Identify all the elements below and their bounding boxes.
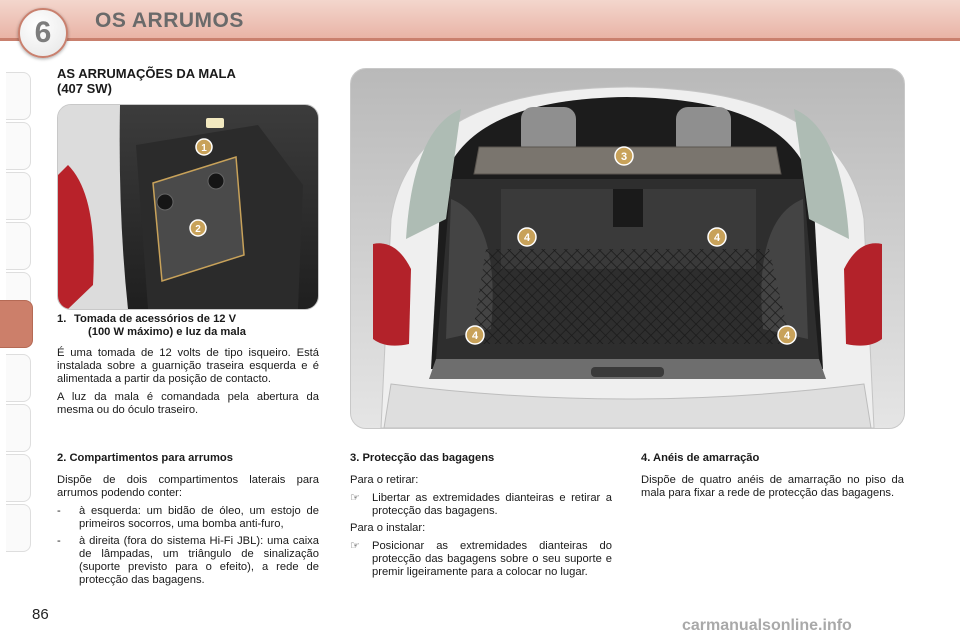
- item-2-bullet-text: à direita (fora do sistema Hi-Fi JBL): uma caixa de lâmpadas, um triângulo de sinalização (suporte previsto para o efeito), a rede de protecção das bagagens.: [79, 535, 319, 586]
- trunk-rear-view-illustration: [350, 68, 905, 429]
- item-3-luggage-cover: [350, 452, 612, 583]
- ring-marker-4-lower-right: 4: [783, 330, 791, 342]
- chapter-tab-1[interactable]: [6, 72, 31, 120]
- item-3-remove-step: [350, 492, 612, 518]
- chapter-tab-3[interactable]: [6, 172, 31, 220]
- item-3-remove-label: Para o retirar:: [350, 474, 419, 486]
- item-1-title-line1: Tomada de acessórios de 12 V: [74, 313, 237, 325]
- chapter-tab-7[interactable]: [6, 354, 31, 402]
- item-2-bullet: [57, 505, 319, 531]
- item-1-number: 1.: [57, 313, 67, 325]
- ring-marker-4-upper-right: 4: [713, 232, 721, 244]
- chapter-header: [0, 0, 960, 52]
- item-4-lashing-rings: [641, 452, 904, 505]
- pointing-hand-icon: ☞: [350, 540, 361, 552]
- item-2-intro: Dispõe de dois compartimentos laterais para arrumos podendo conter:: [57, 474, 319, 499]
- item-1-title-line2: (100 W máximo) e luz da mala: [88, 326, 246, 338]
- chapter-tab-4[interactable]: [6, 222, 31, 270]
- item-3-title: 3. Protecção das bagagens: [350, 452, 495, 464]
- bullet-dash: -: [57, 535, 61, 547]
- trunk-side-compartment-drawing: [58, 105, 318, 309]
- header-rule: [0, 38, 960, 41]
- item-2-title: 2. Compartimentos para arrumos: [57, 452, 233, 464]
- ring-marker-4-lower-left: 4: [471, 330, 479, 342]
- item-1-paragraph-1: É uma tomada de 12 volts de tipo isqueiro. Está instalada sobre a guarnição traseira esquerda e é alimentada a partir da posição de contacto.: [57, 347, 319, 385]
- photo1-marker-2: 2: [195, 224, 201, 235]
- item-4-title: 4. Anéis de amarração: [641, 452, 760, 464]
- ring-marker-4-upper-left: 4: [523, 232, 531, 244]
- chapter-tab-8[interactable]: [6, 404, 31, 452]
- trunk-side-compartment-illustration: [57, 104, 319, 310]
- photo1-marker-1: 1: [201, 143, 207, 154]
- item-3-install-step-text: Posicionar as extremidades dianteiras do protecção das bagagens sobre o seu suporte e premir ligeiramente para a colocar no lugar.: [372, 540, 612, 578]
- item-4-paragraph: Dispõe de quatro anéis de amarração no piso da mala para fixar a rede de protecção das bagagens.: [641, 474, 904, 499]
- watermark-text: carmanualsonline.info: [682, 617, 852, 634]
- chapter-tabs: [0, 72, 32, 572]
- chapter-number-badge: 6: [18, 8, 68, 58]
- chapter-tab-6-active[interactable]: [0, 300, 33, 348]
- section-title-line2: (407 SW): [57, 81, 112, 96]
- item-3-remove-step-text: Libertar as extremidades dianteiras e retirar a protecção das bagagens.: [372, 492, 612, 517]
- item-3-install-step: [350, 540, 612, 579]
- cover-marker-3: 3: [620, 151, 628, 163]
- pointing-hand-icon: ☞: [350, 492, 361, 504]
- chapter-tab-9[interactable]: [6, 454, 31, 502]
- item-3-install-label: Para o instalar:: [350, 522, 426, 534]
- trunk-rear-view-drawing: [351, 69, 904, 428]
- item-1-accessory-socket: [57, 313, 319, 422]
- item-2-storage-compartments: [57, 452, 319, 591]
- section-title-line1: AS ARRUMAÇÕES DA MALA: [57, 66, 236, 81]
- item-1-heading: [57, 313, 319, 339]
- section-title: [57, 66, 327, 96]
- chapter-title: OS ARRUMOS: [95, 9, 244, 32]
- item-2-bullet-text: à esquerda: um bidão de óleo, um estojo de primeiros socorros, uma bomba anti-furo,: [79, 505, 319, 530]
- bullet-dash: -: [57, 505, 61, 517]
- chapter-tab-10[interactable]: [6, 504, 31, 552]
- item-1-paragraph-2: A luz da mala é comandada pela abertura da mesma ou do óculo traseiro.: [57, 391, 319, 416]
- item-2-bullet: [57, 535, 319, 587]
- page-number: 86: [32, 606, 49, 623]
- chapter-tab-2[interactable]: [6, 122, 31, 170]
